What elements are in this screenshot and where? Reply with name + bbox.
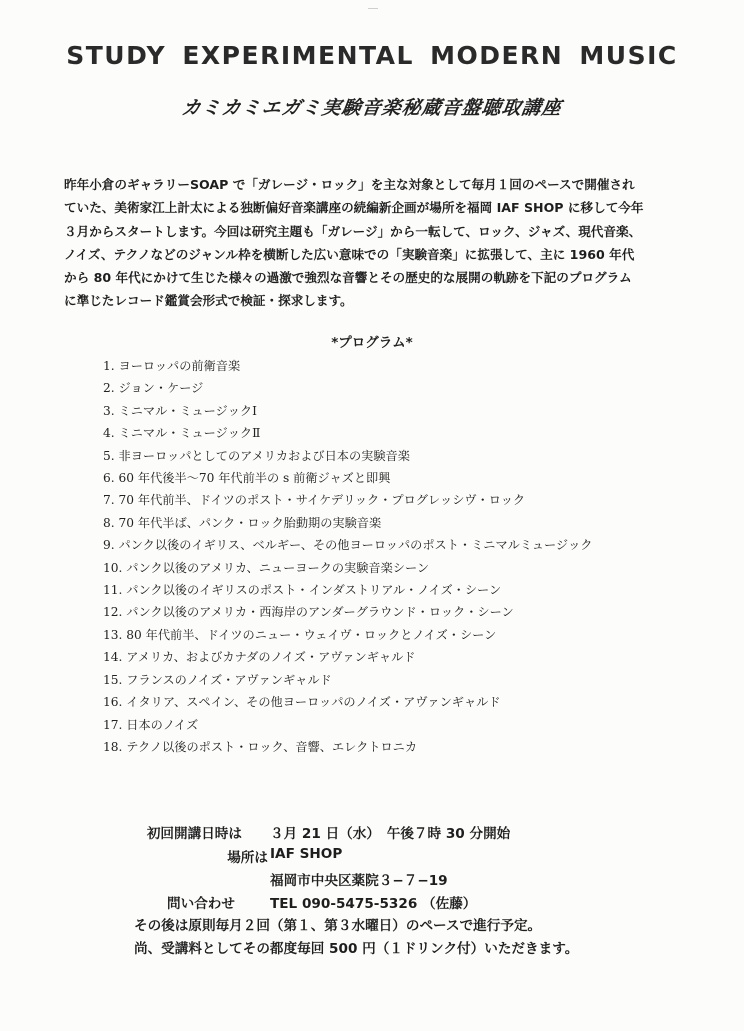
fee-note: 尚、受講料としてその都度毎回 500 円（１ドリンク付）いただきます。 bbox=[134, 941, 579, 957]
program-item: 14. アメリカ、およびカナダのノイズ・アヴァンギャルド bbox=[103, 650, 416, 665]
schedule-note: その後は原則毎月２回（第１、第３水曜日）のペースで進行予定。 bbox=[134, 918, 542, 934]
contact-row bbox=[0, 892, 744, 912]
program-item: 8. 70 年代半ば、パンク・ロック胎動期の実験音楽 bbox=[103, 515, 382, 530]
program-item: 4. ミニマル・ミュージックⅡ bbox=[103, 426, 261, 441]
place-row bbox=[0, 846, 744, 866]
intro-line: ノイズ、テクノなどのジャンル枠を横断した広い意味での「実験音楽」に拡張して、主に 1960 年代 bbox=[64, 246, 635, 262]
program-item: 7. 70 年代前半、ドイツのポスト・サイケデリック・プログレッシヴ・ロック bbox=[103, 493, 526, 508]
program-item: 2. ジョン・ケージ bbox=[103, 381, 204, 396]
scan-mark bbox=[368, 8, 378, 9]
program-item: 10. パンク以後のアメリカ、ニューヨークの実験音楽シーン bbox=[103, 560, 430, 575]
english-title: STUDY EXPERIMENTAL MODERN MUSIC bbox=[66, 41, 678, 70]
program-item: 17. 日本のノイズ bbox=[103, 717, 199, 732]
intro-line: ていた、美術家江上計太による独断偏好音楽講座の続編新企画が場所を福岡 IAF SHOP に移して今年 bbox=[64, 200, 644, 216]
program-list bbox=[103, 355, 703, 758]
program-item: 12. パンク以後のアメリカ・西海岸のアンダーグラウンド・ロック・シーン bbox=[103, 605, 514, 620]
intro-line: に準じたレコード鑑賞会形式で検証・探求します。 bbox=[64, 293, 353, 309]
date-value: ３月 21 日（水） 午後７時 30 分開始 bbox=[270, 826, 511, 842]
place-address: 福岡市中央区薬院３−７−19 bbox=[270, 873, 448, 889]
intro-paragraph bbox=[64, 173, 684, 313]
program-item: 3. ミニマル・ミュージックⅠ bbox=[103, 403, 257, 418]
program-heading: *プログラム* bbox=[331, 335, 413, 351]
contact-value: TEL 090-5475-5326 （佐藤） bbox=[270, 896, 477, 912]
program-item: 1. ヨーロッパの前衛音楽 bbox=[103, 359, 241, 373]
program-item: 18. テクノ以後のポスト・ロック、音響、エレクトロニカ bbox=[103, 739, 418, 754]
program-item: 13. 80 年代前半、ドイツのニュー・ウェイヴ・ロックとノイズ・シーン bbox=[103, 627, 497, 642]
place-label: 場所は bbox=[227, 850, 268, 866]
program-item: 15. フランスのノイズ・アヴァンギャルド bbox=[103, 672, 332, 687]
intro-line: から 80 年代にかけて生じた様々の過激で強烈な音響とその歴史的な展開の軌跡を下記のプログラム bbox=[64, 270, 632, 286]
program-item: 6. 60 年代後半〜70 年代前半の s 前衛ジャズと即興 bbox=[103, 471, 391, 486]
date-label: 初回開講日時は bbox=[146, 826, 242, 842]
program-item: 16. イタリア、スペイン、その他ヨーロッパのノイズ・アヴァンギャルド bbox=[103, 695, 501, 710]
japanese-title: カミカミエガミ実験音楽秘蔵音盤聴取講座 bbox=[180, 97, 564, 119]
program-item: 9. パンク以後のイギリス、ベルギー、その他ヨーロッパのポスト・ミニマルミュージック bbox=[103, 538, 593, 553]
place-name: IAF SHOP bbox=[270, 846, 343, 862]
intro-line: ３月からスタートします。今回は研究主題も「ガレージ」から一転して、ロック、ジャズ、現代音楽、 bbox=[64, 223, 642, 239]
date-row bbox=[0, 822, 744, 842]
intro-line: 昨年小倉のギャラリーSOAP で「ガレージ・ロック」を主な対象として毎月１回のペースで開催され bbox=[64, 177, 635, 192]
program-item: 5. 非ヨーロッパとしてのアメリカおよび日本の実験音楽 bbox=[103, 448, 410, 463]
program-item: 11. パンク以後のイギリスのポスト・インダストリアル・ノイズ・シーン bbox=[103, 583, 502, 598]
address-row bbox=[0, 869, 744, 889]
contact-label: 問い合わせ bbox=[167, 896, 235, 912]
